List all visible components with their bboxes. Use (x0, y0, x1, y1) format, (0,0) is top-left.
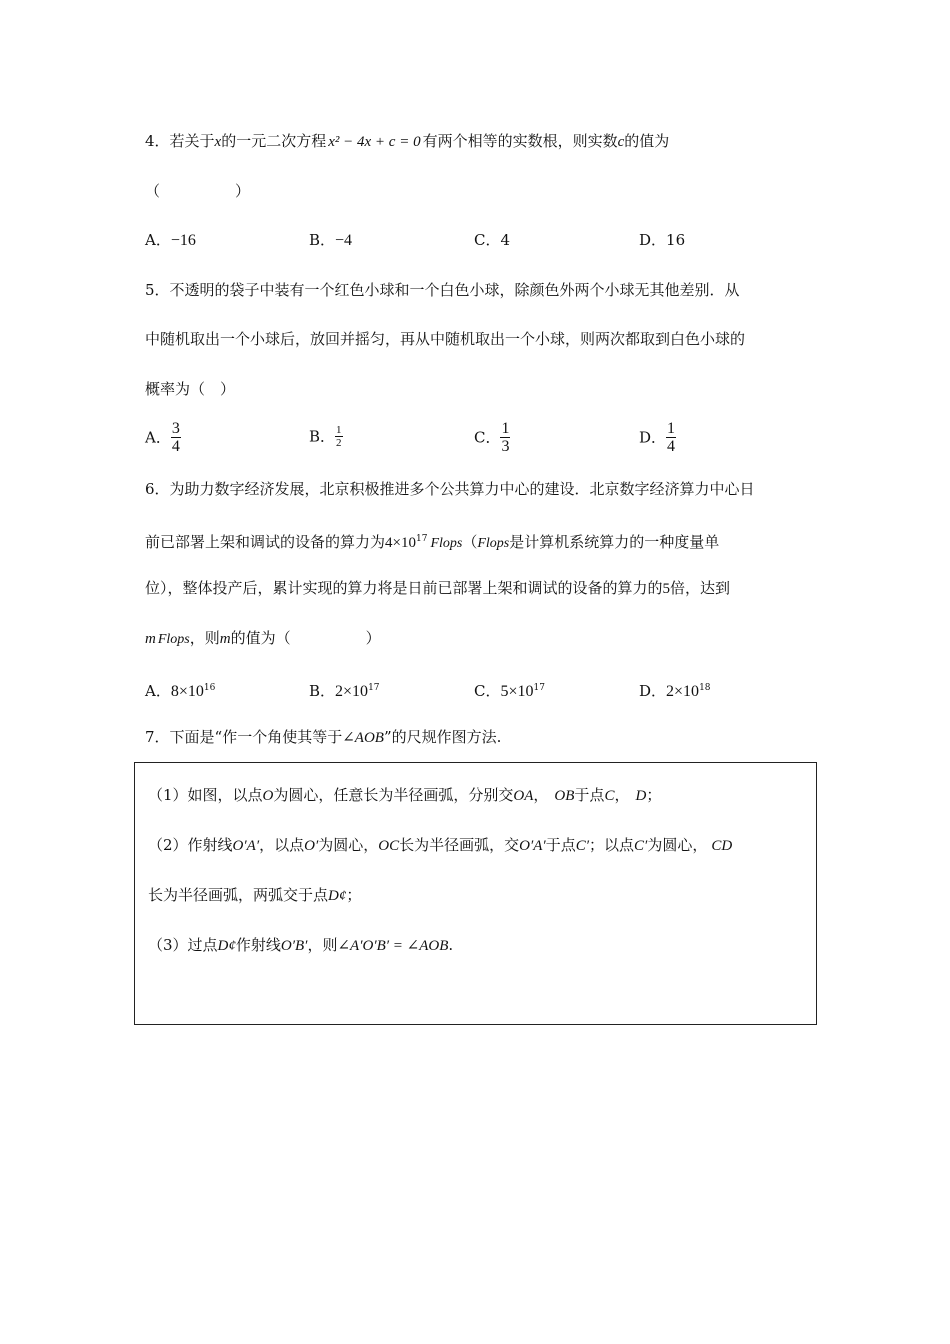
q4-text: 的一元二次方程 (221, 132, 327, 150)
q6-option-a: A．$8\times 10^{16}$ (145, 682, 216, 700)
q4-answer-blank: （ ） (145, 182, 251, 200)
q6-option-b: B．$2\times 10^{17}$ (309, 682, 380, 700)
step-2-line1: （2）作射线O′A′，以点O′为圆心，OC长为半径画弧，交O′A′于点C′；以点C′为圆心， CD (148, 836, 733, 854)
q7-intro: 7．下面是“作一个角使其等于∠AOB”的尺规作图方法. (145, 728, 502, 746)
q5-option-b: B． $\frac{1}{2}$ (309, 424, 342, 449)
q4-text: 的值为 (624, 132, 670, 150)
q5-option-d: D． $\frac{1}{4}$ (639, 420, 676, 455)
step-1: （1）如图，以点O为圆心，任意长为半径画弧，分别交OA， OB于点C， D； (148, 786, 662, 804)
q4-var-c: c (617, 134, 625, 150)
q4-option-b: B．−4 (309, 231, 353, 249)
q4-text: 有两个相等的实数根，则实数 (422, 132, 618, 150)
q5-stem-line3: 概率为（ ） (145, 380, 236, 398)
q6-stem-line1: 6．为助力数字经济发展，北京积极推进多个公共算力中心的建设．北京数字经济算力中心日 (145, 480, 755, 498)
q6-stem-line4: m Flops，则m的值为（ ） (145, 629, 381, 647)
q4-option-d: D．16 (639, 231, 686, 249)
q4-option-a: A．−16 (145, 231, 196, 249)
q6-option-d: D．$2\times 10^{18}$ (639, 682, 711, 700)
step-3: （3）过点D¢作射线O′B′，则∠A′O′B′ = ∠AOB. (148, 936, 454, 954)
q4-text: 4．若关于 (145, 132, 215, 150)
q5-stem-line1: 5．不透明的袋子中装有一个红色小球和一个白色小球，除颜色外两个小球无其他差别．从 (145, 281, 740, 299)
q4-var-x: x (214, 134, 222, 150)
q5-option-c: C． $\frac{1}{3}$ (474, 420, 510, 455)
q5-stem-line2: 中随机取出一个小球后，放回并摇匀，再从中随机取出一个小球，则两次都取到白色小球的 (145, 330, 746, 348)
q6-option-c: C．$5\times 10^{17}$ (474, 682, 545, 700)
q6-stem-line3: 位），整体投产后，累计实现的算力将是日前已部署上架和调试的设备的算力的5倍，达到 (145, 579, 731, 597)
q4-option-c: C．4 (474, 231, 511, 249)
q4-equation: x² − 4x + c = 0 (328, 134, 421, 150)
q5-option-a: A． $\frac{3}{4}$ (145, 420, 180, 455)
q4-stem (145, 131, 669, 152)
step-2-line2: 长为半径画弧，两弧交于点D¢； (148, 886, 362, 904)
q6-stem-line2: 前已部署上架和调试的设备的算力为$4\times 10^{17}$ Flops（Flops是计算机系统算力的一种度量单 (145, 533, 720, 551)
